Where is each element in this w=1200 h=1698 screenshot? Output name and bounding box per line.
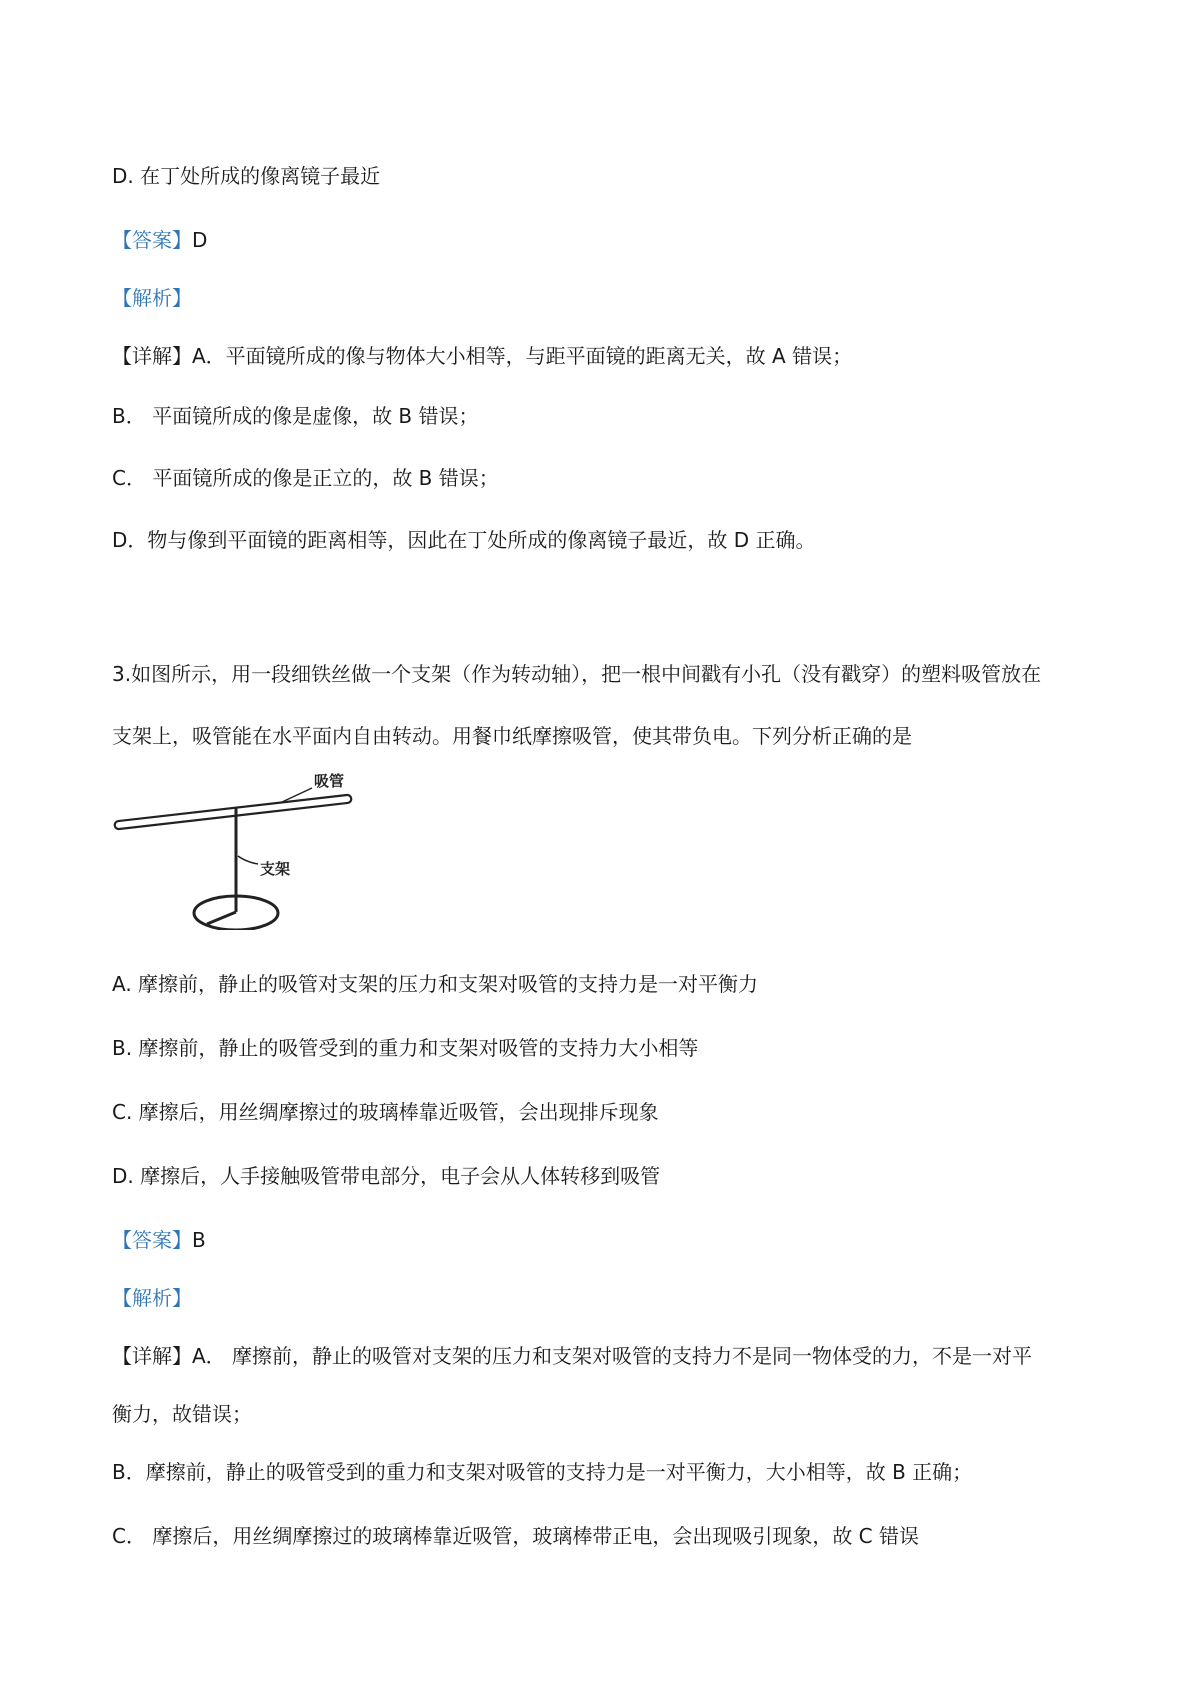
q3-detail-a-line2: 衡力，故错误； (112, 1402, 252, 1426)
q3-stem-line1: 3.如图所示，用一段细铁丝做一个支架（作为转动轴），把一根中间戳有小孔（没有戳穿）的塑料吸管放在 (112, 662, 1042, 686)
prev-option-d: D. 在丁处所成的像离镜子最近 (112, 164, 381, 188)
straw (114, 795, 351, 830)
q3-option-d: D. 摩擦后，人手接触吸管带电部分，电子会从人体转移到吸管 (112, 1164, 661, 1188)
q3-analysis-tag: 【解析】 (112, 1286, 192, 1310)
q3-detail-b: B．摩擦前，静止的吸管受到的重力和支架对吸管的支持力是一对平衡力，大小相等，故 B 正确； (112, 1460, 973, 1484)
answer-tag: 【答案】 (112, 1228, 192, 1252)
q3-detail-a-line1: 【详解】A． 摩擦前，静止的吸管对支架的压力和支架对吸管的支持力不是同一物体受的力，不是一对平 (112, 1344, 1033, 1368)
prev-detail-d: D．物与像到平面镜的距离相等，因此在丁处所成的像离镜子最近，故 D 正确。 (112, 528, 816, 552)
q3-option-a: A. 摩擦前，静止的吸管对支架的压力和支架对吸管的支持力是一对平衡力 (112, 972, 759, 996)
prev-analysis-tag: 【解析】 (112, 286, 192, 310)
q3-option-b: B. 摩擦前，静止的吸管受到的重力和支架对吸管的支持力大小相等 (112, 1036, 699, 1060)
prev-answer (112, 226, 207, 254)
straw-stand-figure (112, 770, 392, 930)
answer-tag: 【答案】 (112, 228, 192, 252)
label-straw: 吸管 (314, 772, 345, 790)
prev-detail-b: B． 平面镜所成的像是虚像，故 B 错误； (112, 404, 479, 428)
answer-value: D (192, 228, 208, 252)
prev-detail-c: C． 平面镜所成的像是正立的，故 B 错误； (112, 466, 499, 490)
label-stand: 支架 (260, 860, 291, 878)
prev-detail-a: 【详解】A．平面镜所成的像与物体大小相等，与距平面镜的距离无关，故 A 错误； (112, 344, 853, 368)
stand-leader-line (238, 856, 258, 864)
q3-answer (112, 1226, 206, 1254)
q3-detail-c: C． 摩擦后，用丝绸摩擦过的玻璃棒靠近吸管，玻璃棒带正电，会出现吸引现象，故 C 错误 (112, 1524, 920, 1548)
q3-stem-line2: 支架上，吸管能在水平面内自由转动。用餐巾纸摩擦吸管，使其带负电。下列分析正确的是 (112, 724, 912, 748)
q3-option-c: C. 摩擦后，用丝绸摩擦过的玻璃棒靠近吸管，会出现排斥现象 (112, 1100, 659, 1124)
answer-value: B (192, 1228, 206, 1252)
stand-foot (207, 912, 236, 924)
